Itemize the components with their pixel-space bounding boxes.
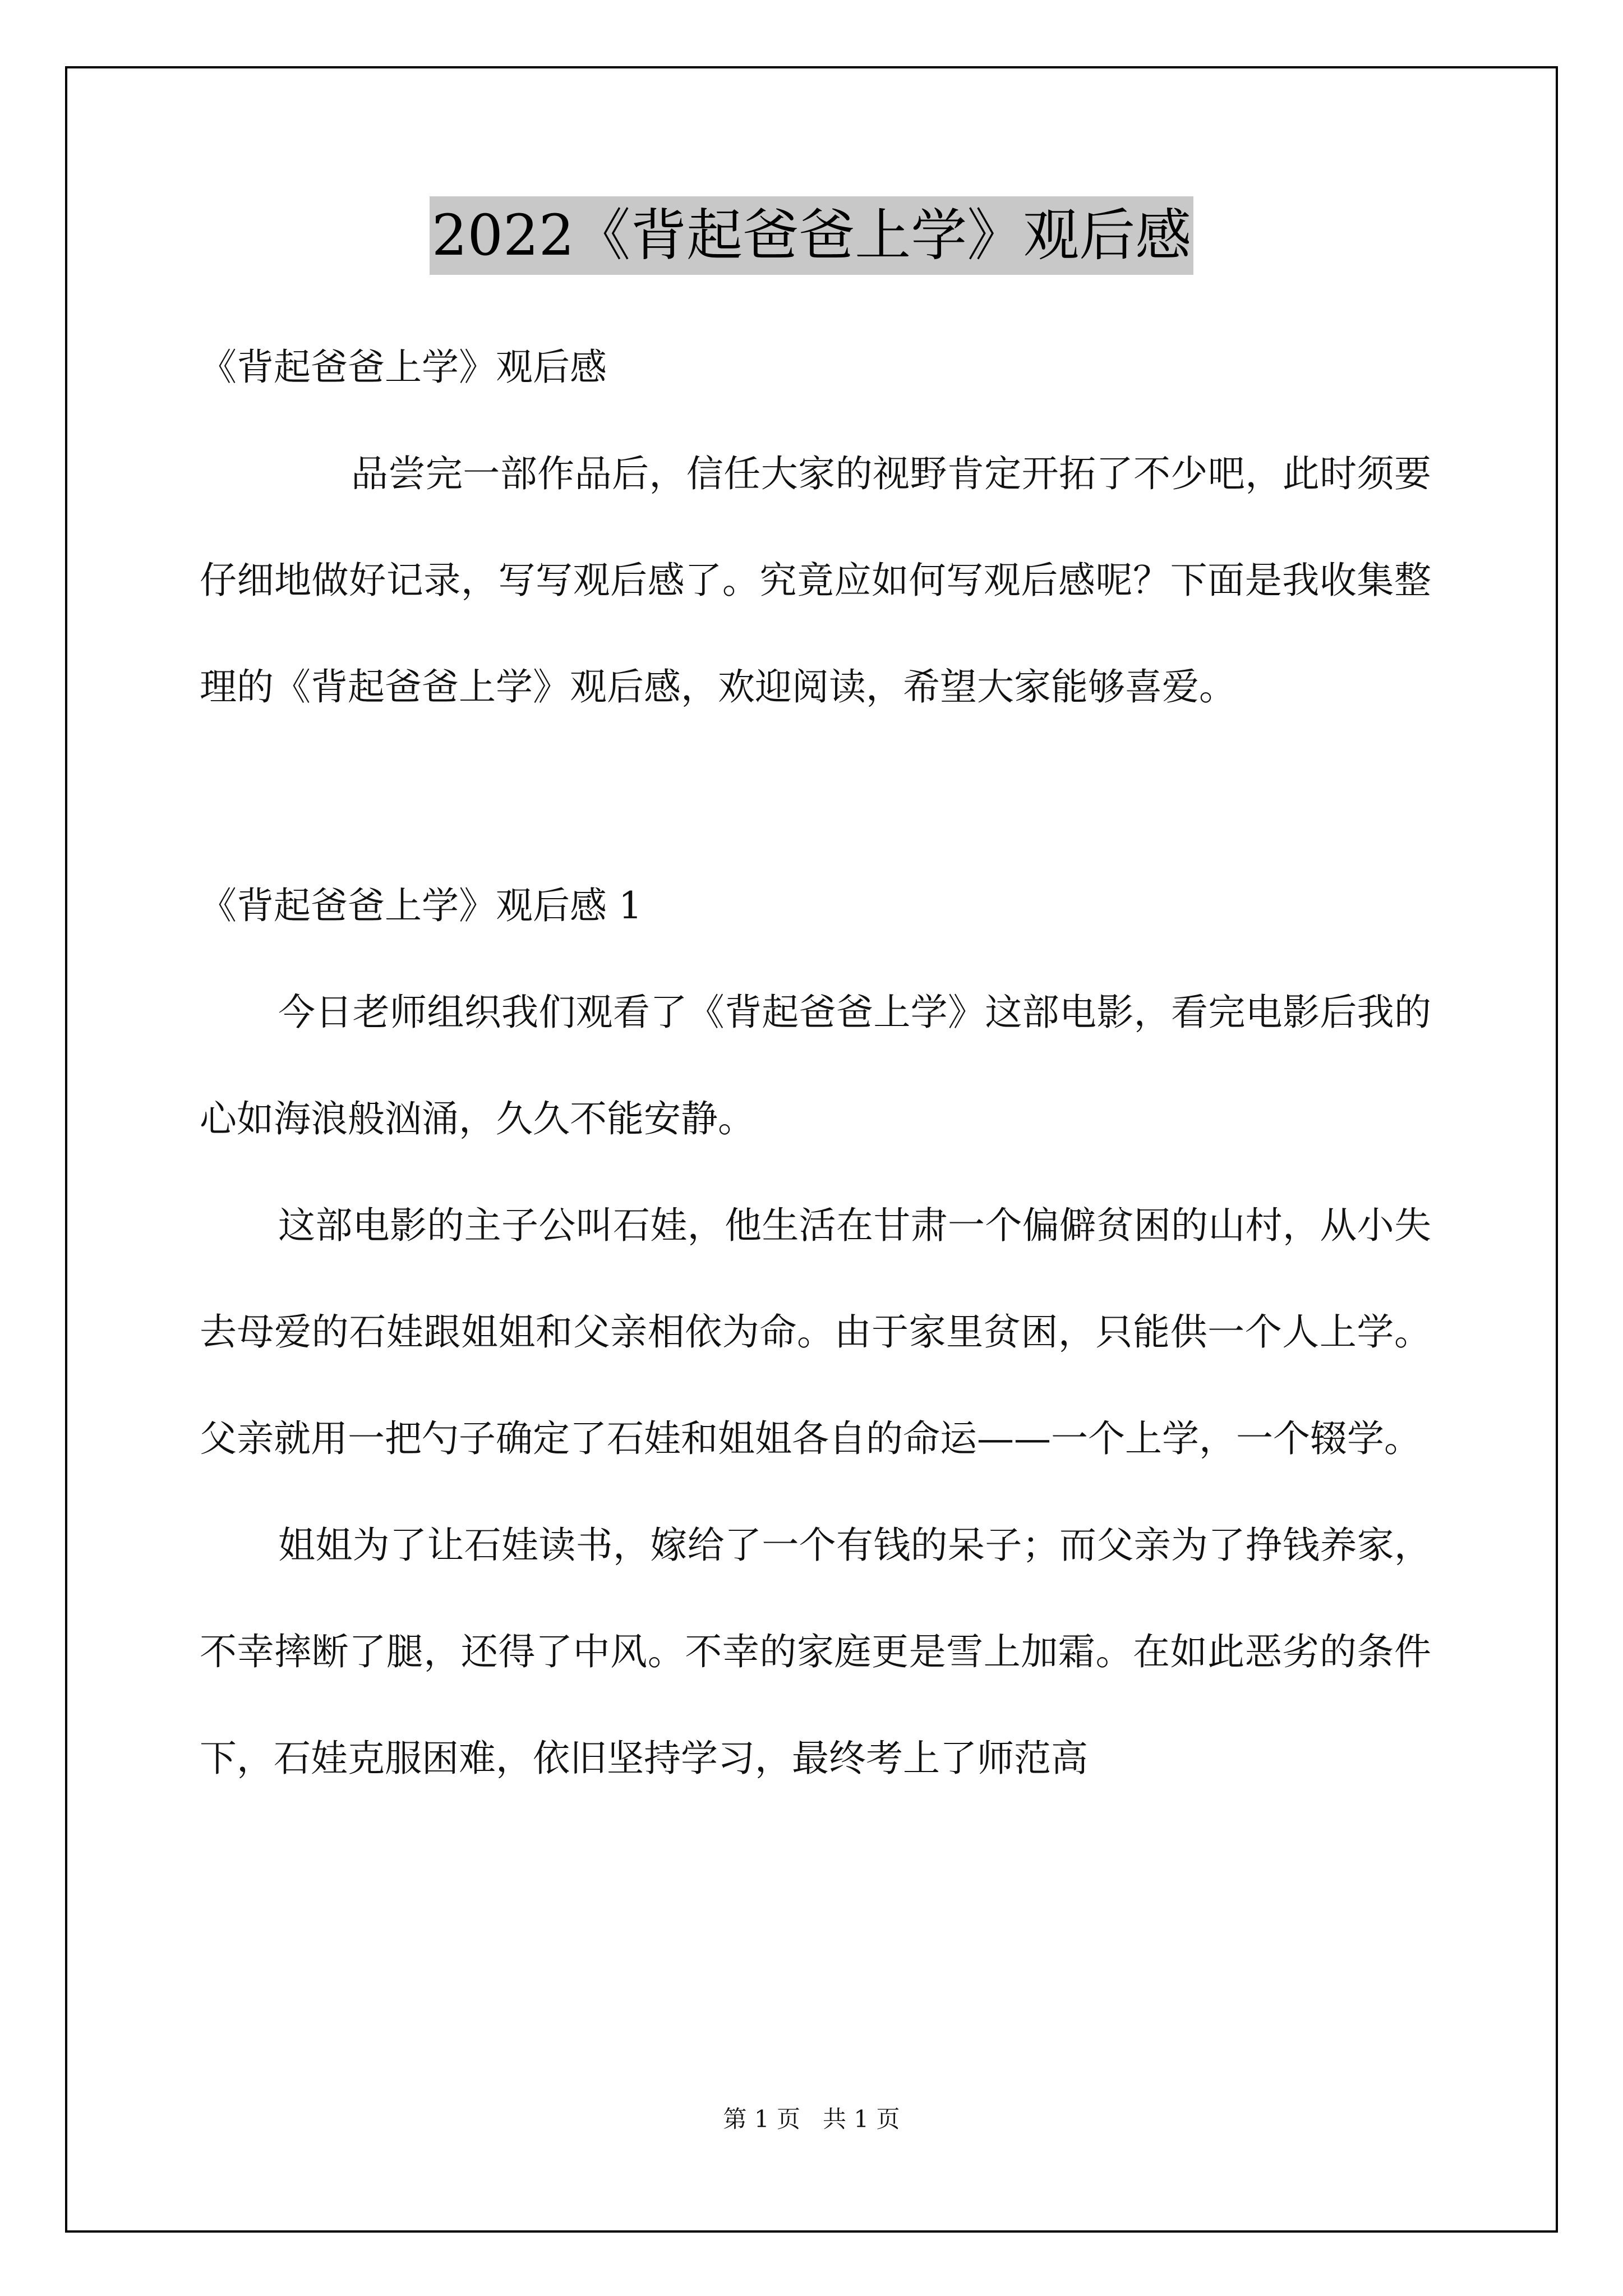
title-container [0, 196, 1623, 275]
document-title: 2022《背起爸爸上学》观后感 [430, 196, 1194, 275]
page-footer: 第 1 页 共 1 页 [723, 2105, 900, 2133]
body-paragraph: 姐姐为了让石娃读书，嫁给了一个有钱的呆子；而父亲为了挣钱养家，不幸摔断了腿，还得了中风。不幸的家庭更是雪上加霜。在如此恶劣的条件下，石娃克服困难，依旧坚持学习，最终考上了师范高 [200, 1524, 1431, 1780]
section-gap [200, 740, 1431, 853]
document-body [200, 314, 1431, 1812]
intro-heading: 《背起爸爸上学》观后感 [200, 346, 607, 389]
intro-paragraph: 品尝完一部作品后，信任大家的视野肯定开拓了不少吧，此时须要仔细地做好记录，写写观后感了。究竟应如何写观后感呢？下面是我收集整理的《背起爸爸上学》观后感，欢迎阅读，希望大家能够喜爱。 [200, 452, 1431, 708]
body-paragraph: 今日老师组织我们观看了《背起爸爸上学》这部电影，看完电影后我的心如海浪般汹涌，久久不能安静。 [200, 991, 1431, 1140]
section-heading: 《背起爸爸上学》观后感 1 [200, 884, 642, 927]
body-paragraph: 这部电影的主子公叫石娃，他生活在甘肃一个偏僻贫困的山村，从小失去母爱的石娃跟姐姐和父亲相依为命。由于家里贫困，只能供一个人上学。父亲就用一把勺子确定了石娃和姐姐各自的命运——一个上学，一个辍学。 [200, 1204, 1431, 1460]
